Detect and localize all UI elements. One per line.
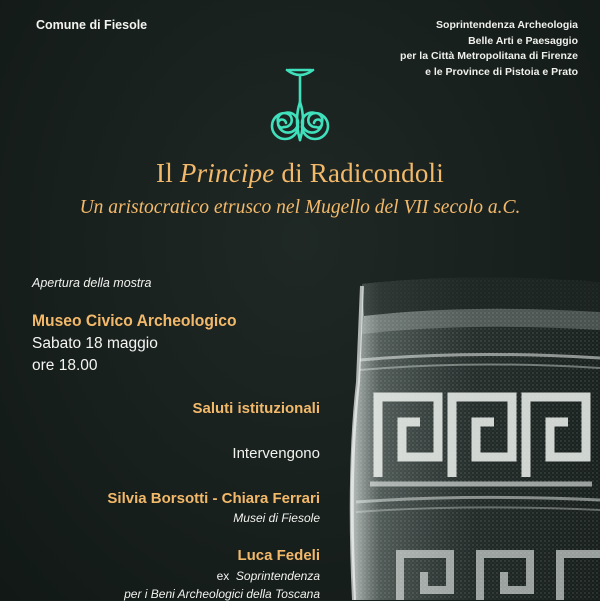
comune-di-fiesole-label: Comune di Fiesole: [36, 18, 148, 32]
affiliation-prefix: ex: [216, 569, 230, 583]
speaker-2-name: Luca Fedeli: [237, 547, 320, 564]
opening-label: Apertura della mostra: [32, 276, 152, 290]
greetings-heading: Saluti istituzionali: [192, 400, 320, 417]
event-time: ore 18.00: [32, 357, 98, 374]
exhibition-title: [0, 158, 600, 189]
soprintendenza-line: Belle Arti e Paesaggio: [468, 34, 578, 47]
speaker-2-affiliation-line-2: per i Beni Archeologici della Toscana: [124, 587, 320, 601]
soprintendenza-line: per la Città Metropolitana di Firenze: [400, 50, 578, 62]
soprintendenza-line: Soprintendenza Archeologia: [436, 19, 578, 31]
speakers-intro: Intervengono: [232, 445, 320, 462]
event-date: Sabato 18 maggio: [32, 335, 158, 352]
exhibition-subtitle: Un aristocratico etrusco nel Mugello del VII secolo a.C.: [79, 197, 521, 218]
speaker-1-affiliation: Musei di Fiesole: [233, 511, 320, 525]
speaker-2-affiliation-line-1: [0, 569, 320, 583]
affiliation-line-1: Soprintendenza: [235, 569, 320, 583]
soprintendenza-line: e le Province di Pistoia e Prato: [425, 65, 578, 78]
title-part-2: di Radicondoli: [274, 158, 444, 188]
speaker-1-name: Silvia Borsotti - Chiara Ferrari: [107, 490, 320, 507]
soprintendenza-block: [400, 18, 578, 80]
title-part-1: Il: [156, 158, 180, 188]
venue-name: Museo Civico Archeologico: [32, 311, 237, 330]
meander-vase-image: [340, 272, 600, 600]
spiral-fibula-logo-icon: [270, 66, 330, 148]
title-italic-word: Principe: [179, 158, 275, 188]
